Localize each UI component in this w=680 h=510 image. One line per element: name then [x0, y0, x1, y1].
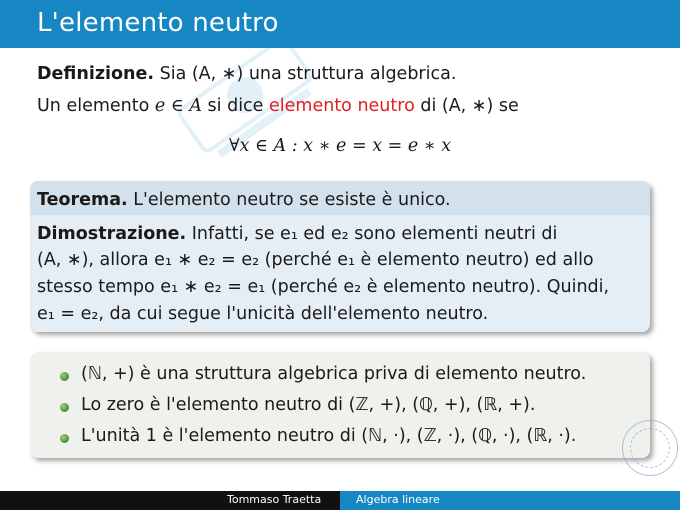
definition-line-2 — [37, 96, 519, 116]
proof-line-1 — [37, 224, 557, 244]
definition-text-c: di (A, ∗) se — [414, 96, 519, 116]
example-item-3: L'unità 1 è l'elemento neutro di (ℕ, ·), (ℤ, ·), (ℚ, ·), (ℝ, ·). — [81, 426, 577, 446]
bullet-icon — [60, 403, 69, 412]
footer-course: Algebra lineare — [356, 493, 440, 506]
proof-line-2: (A, ∗), allora e₁ ∗ e₂ = e₂ (perché e₁ è elemento neutro) ed allo — [37, 250, 594, 270]
definition-formula: ∀x ∈ A : x ∗ e = x = e ∗ x — [229, 136, 452, 156]
slide-title: L'elemento neutro — [37, 8, 279, 38]
university-seal-icon — [622, 420, 678, 476]
theorem-label: Teorema. — [37, 190, 128, 210]
definition-label: Definizione. — [37, 64, 155, 84]
footer-author: Tommaso Traetta — [227, 493, 322, 506]
proof-line-4: e₁ = e₂, da cui segue l'unicità dell'elemento neutro. — [37, 304, 489, 324]
definition-line-1 — [37, 64, 456, 84]
definition-text-a: Un elemento — [37, 96, 155, 116]
proof-line-3: stesso tempo e₁ ∗ e₂ = e₁ (perché e₂ è elemento neutro). Quindi, — [37, 277, 610, 297]
example-item-1: (ℕ, +) è una struttura algebrica priva di elemento neutro. — [81, 364, 587, 384]
example-item-2: Lo zero è l'elemento neutro di (ℤ, +), (ℚ, +), (ℝ, +). — [81, 395, 536, 415]
theorem-text: L'elemento neutro se esiste è unico. — [133, 190, 451, 210]
definition-text-b: si dice — [201, 96, 270, 116]
proof-label: Dimostrazione. — [37, 224, 187, 244]
bullet-icon — [60, 372, 69, 381]
definition-text: Sia (A, ∗) una struttura algebrica. — [159, 64, 457, 84]
theorem-line — [37, 190, 451, 210]
proof-text-1: Infatti, se e₁ ed e₂ sono elementi neutri di — [191, 224, 558, 244]
definition-math: e ∈ A — [154, 96, 202, 116]
bullet-icon — [60, 434, 69, 443]
definition-highlight: elemento neutro — [269, 96, 415, 116]
